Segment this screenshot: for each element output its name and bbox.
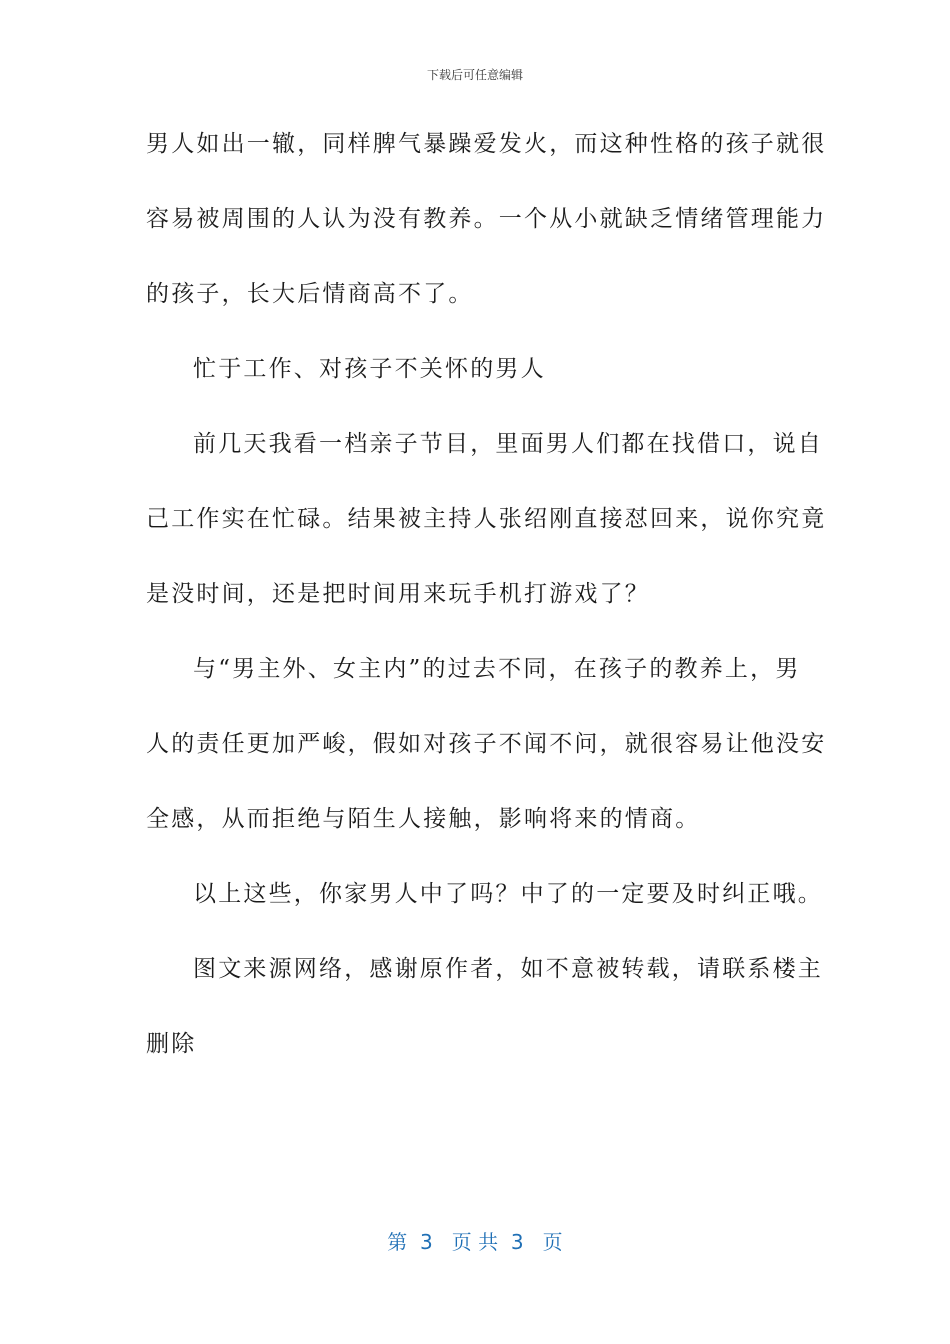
body-line-7: 是没时间，还是把时间用来玩手机打游戏了？ xyxy=(146,581,650,607)
body-line-2: 容易被周围的人认为没有教养。一个从小就缺乏情绪管理能力 xyxy=(146,206,827,232)
section-heading: 忙于工作、对孩子不关怀的男人 xyxy=(193,356,546,382)
body-line-6: 己工作实在忙碌。结果被主持人张绍刚直接怼回来，说你究竟 xyxy=(146,506,827,532)
body-line-13: 删除 xyxy=(146,1031,197,1057)
body-line-9: 人的责任更加严峻，假如对孩子不闻不问，就很容易让他没安 xyxy=(146,731,827,757)
body-line-11: 以上这些，你家男人中了吗？中了的一定要及时纠正哦。 xyxy=(193,881,823,907)
page-header: 下载后可任意编辑 xyxy=(426,68,523,82)
body-line-5: 前几天我看一档亲子节目，里面男人们都在找借口，说自 xyxy=(193,431,823,457)
body-line-3: 的孩子，长大后情商高不了。 xyxy=(146,281,474,307)
page-number-footer: 第 3 页 共 3 页 xyxy=(387,1230,563,1254)
body-line-1: 男人如出一辙，同样脾气暴躁爱发火，而这种性格的孩子就很 xyxy=(146,131,827,157)
body-line-8: 与“男主外、女主内”的过去不同，在孩子的教养上，男 xyxy=(193,656,801,682)
body-line-12: 图文来源网络，感谢原作者，如不意被转载，请联系楼主 xyxy=(193,956,823,982)
body-line-10: 全感，从而拒绝与陌生人接触，影响将来的情商。 xyxy=(146,806,701,832)
